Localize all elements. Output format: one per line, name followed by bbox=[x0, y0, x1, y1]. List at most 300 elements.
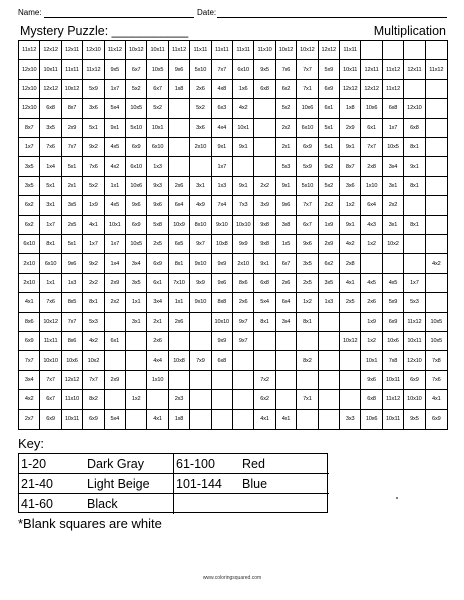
grid-cell[interactable]: 9x10 bbox=[190, 254, 211, 273]
grid-cell[interactable]: 6x9 bbox=[319, 80, 340, 99]
grid-cell[interactable] bbox=[426, 216, 447, 235]
grid-cell[interactable]: 6x2 bbox=[276, 80, 297, 99]
grid-cell[interactable]: 3x5 bbox=[19, 157, 40, 176]
grid-cell[interactable] bbox=[190, 390, 211, 409]
grid-cell[interactable] bbox=[426, 41, 447, 60]
grid-cell[interactable]: 10x2 bbox=[83, 351, 104, 370]
grid-cell[interactable]: 6x7 bbox=[297, 216, 318, 235]
grid-cell[interactable]: 9x6 bbox=[297, 235, 318, 254]
grid-cell[interactable]: 2x2 bbox=[254, 177, 275, 196]
grid-cell[interactable]: 10x5 bbox=[383, 138, 404, 157]
grid-cell[interactable]: 8x6 bbox=[62, 332, 83, 351]
grid-cell[interactable]: 6x5 bbox=[169, 235, 190, 254]
grid-cell[interactable]: 6x4 bbox=[169, 196, 190, 215]
grid-cell[interactable]: 11x12 bbox=[105, 41, 126, 60]
grid-cell[interactable]: 4x2 bbox=[83, 332, 104, 351]
grid-cell[interactable]: 3x4 bbox=[276, 313, 297, 332]
grid-cell[interactable] bbox=[340, 390, 361, 409]
grid-cell[interactable]: 6x10 bbox=[40, 254, 61, 273]
grid-cell[interactable]: 3x1 bbox=[40, 196, 61, 215]
grid-cell[interactable] bbox=[169, 371, 190, 390]
grid-cell[interactable]: 7x7 bbox=[297, 60, 318, 79]
grid-cell[interactable]: 8x1 bbox=[254, 313, 275, 332]
grid-cell[interactable]: 5x10 bbox=[190, 60, 211, 79]
grid-cell[interactable]: 9x1 bbox=[276, 177, 297, 196]
grid-cell[interactable] bbox=[190, 157, 211, 176]
grid-cell[interactable]: 2x9 bbox=[62, 119, 83, 138]
grid-cell[interactable] bbox=[383, 41, 404, 60]
grid-cell[interactable]: 6x4 bbox=[276, 293, 297, 312]
grid-cell[interactable]: 2x2 bbox=[383, 196, 404, 215]
grid-cell[interactable]: 9x6 bbox=[212, 274, 233, 293]
grid-cell[interactable] bbox=[426, 157, 447, 176]
grid-cell[interactable]: 8x10 bbox=[190, 216, 211, 235]
grid-cell[interactable]: 2x6 bbox=[169, 177, 190, 196]
date-field-line[interactable] bbox=[217, 17, 447, 18]
grid-cell[interactable]: 10x11 bbox=[404, 332, 425, 351]
grid-cell[interactable]: 11x11 bbox=[340, 41, 361, 60]
grid-cell[interactable]: 10x8 bbox=[212, 235, 233, 254]
grid-cell[interactable]: 4x3 bbox=[361, 216, 382, 235]
grid-cell[interactable]: 2x8 bbox=[361, 157, 382, 176]
grid-cell[interactable]: 2x1 bbox=[62, 177, 83, 196]
grid-cell[interactable] bbox=[426, 99, 447, 118]
grid-cell[interactable]: 10x6 bbox=[361, 99, 382, 118]
grid-cell[interactable]: 5x3 bbox=[83, 313, 104, 332]
name-field-line[interactable] bbox=[44, 17, 194, 18]
grid-cell[interactable]: 9x5 bbox=[105, 60, 126, 79]
grid-cell[interactable]: 7x1 bbox=[297, 80, 318, 99]
grid-cell[interactable]: 10x6 bbox=[361, 410, 382, 429]
grid-cell[interactable]: 6x1 bbox=[319, 99, 340, 118]
grid-cell[interactable]: 1x9 bbox=[83, 196, 104, 215]
grid-cell[interactable]: 1x7 bbox=[40, 216, 61, 235]
grid-cell[interactable]: 8x7 bbox=[19, 119, 40, 138]
grid-cell[interactable]: 9x1 bbox=[404, 157, 425, 176]
grid-cell[interactable]: 8x7 bbox=[62, 99, 83, 118]
grid-cell[interactable]: 2x10 bbox=[190, 138, 211, 157]
grid-cell[interactable]: 2x10 bbox=[19, 254, 40, 273]
grid-cell[interactable]: 6x7 bbox=[126, 60, 147, 79]
grid-cell[interactable]: 2x2 bbox=[276, 119, 297, 138]
grid-cell[interactable]: 11x12 bbox=[383, 60, 404, 79]
grid-cell[interactable]: 1x10 bbox=[147, 371, 168, 390]
grid-cell[interactable]: 7x6 bbox=[83, 157, 104, 176]
grid-cell[interactable]: 10x6 bbox=[126, 177, 147, 196]
grid-cell[interactable]: 12x11 bbox=[62, 41, 83, 60]
grid-cell[interactable]: 2x6 bbox=[233, 293, 254, 312]
grid-cell[interactable]: 9x5 bbox=[404, 410, 425, 429]
grid-cell[interactable] bbox=[169, 138, 190, 157]
grid-cell[interactable]: 9x7 bbox=[190, 235, 211, 254]
grid-cell[interactable]: 10x1 bbox=[105, 216, 126, 235]
grid-cell[interactable] bbox=[340, 313, 361, 332]
grid-cell[interactable]: 2x9 bbox=[319, 235, 340, 254]
grid-cell[interactable]: 10x11 bbox=[383, 371, 404, 390]
grid-cell[interactable] bbox=[233, 410, 254, 429]
grid-cell[interactable]: 5x4 bbox=[105, 410, 126, 429]
grid-cell[interactable]: 10x10 bbox=[212, 313, 233, 332]
grid-cell[interactable]: 12x10 bbox=[83, 41, 104, 60]
grid-cell[interactable]: 3x1 bbox=[383, 177, 404, 196]
grid-cell[interactable]: 1x3 bbox=[319, 293, 340, 312]
grid-cell[interactable]: 10x5 bbox=[426, 313, 447, 332]
grid-cell[interactable] bbox=[169, 119, 190, 138]
grid-cell[interactable]: 6x8 bbox=[361, 390, 382, 409]
grid-cell[interactable]: 12x12 bbox=[361, 80, 382, 99]
grid-cell[interactable]: 1x4 bbox=[105, 254, 126, 273]
grid-cell[interactable] bbox=[190, 332, 211, 351]
grid-cell[interactable]: 7x8 bbox=[383, 351, 404, 370]
grid-cell[interactable] bbox=[254, 138, 275, 157]
grid-cell[interactable]: 1x9 bbox=[361, 313, 382, 332]
grid-cell[interactable]: 5x1 bbox=[62, 157, 83, 176]
grid-cell[interactable]: 1x7 bbox=[212, 157, 233, 176]
grid-cell[interactable]: 9x1 bbox=[105, 119, 126, 138]
grid-cell[interactable]: 10x12 bbox=[297, 41, 318, 60]
grid-cell[interactable]: 7x3 bbox=[233, 196, 254, 215]
grid-cell[interactable]: 6x10 bbox=[19, 235, 40, 254]
grid-cell[interactable]: 7x6 bbox=[276, 60, 297, 79]
grid-cell[interactable]: 12x11 bbox=[404, 60, 425, 79]
grid-cell[interactable]: 2x10 bbox=[19, 274, 40, 293]
grid-cell[interactable] bbox=[426, 138, 447, 157]
grid-cell[interactable]: 6x1 bbox=[105, 332, 126, 351]
grid-cell[interactable]: 10x11 bbox=[383, 410, 404, 429]
grid-cell[interactable]: 4x8 bbox=[212, 80, 233, 99]
grid-cell[interactable]: 2x2 bbox=[319, 196, 340, 215]
grid-cell[interactable] bbox=[404, 196, 425, 215]
grid-cell[interactable]: 12x12 bbox=[319, 41, 340, 60]
grid-cell[interactable]: 7x6 bbox=[40, 293, 61, 312]
grid-cell[interactable]: 1x7 bbox=[19, 138, 40, 157]
grid-cell[interactable] bbox=[426, 119, 447, 138]
grid-cell[interactable]: 1x10 bbox=[361, 177, 382, 196]
grid-cell[interactable] bbox=[276, 371, 297, 390]
grid-cell[interactable] bbox=[319, 371, 340, 390]
grid-cell[interactable]: 11x10 bbox=[62, 390, 83, 409]
grid-cell[interactable] bbox=[190, 313, 211, 332]
grid-cell[interactable]: 9x2 bbox=[319, 157, 340, 176]
grid-cell[interactable]: 8x7 bbox=[340, 157, 361, 176]
grid-cell[interactable]: 1x1 bbox=[169, 293, 190, 312]
grid-cell[interactable]: 10x1 bbox=[361, 351, 382, 370]
grid-cell[interactable]: 3x5 bbox=[297, 254, 318, 273]
grid-cell[interactable] bbox=[361, 254, 382, 273]
grid-cell[interactable]: 11x12 bbox=[426, 60, 447, 79]
grid-cell[interactable]: 10x5 bbox=[147, 60, 168, 79]
grid-cell[interactable]: 1x7 bbox=[105, 80, 126, 99]
grid-cell[interactable]: 9x5 bbox=[254, 60, 275, 79]
grid-cell[interactable]: 10x12 bbox=[276, 41, 297, 60]
grid-cell[interactable]: 5x9 bbox=[83, 80, 104, 99]
grid-cell[interactable]: 3x5 bbox=[19, 177, 40, 196]
grid-cell[interactable] bbox=[297, 410, 318, 429]
grid-cell[interactable]: 4x2 bbox=[105, 157, 126, 176]
grid-cell[interactable]: 1x7 bbox=[83, 235, 104, 254]
grid-cell[interactable]: 9x8 bbox=[254, 216, 275, 235]
grid-cell[interactable]: 11x11 bbox=[40, 332, 61, 351]
grid-cell[interactable]: 4x1 bbox=[340, 274, 361, 293]
grid-cell[interactable]: 10x10 bbox=[40, 351, 61, 370]
grid-cell[interactable]: 8x1 bbox=[169, 254, 190, 273]
grid-cell[interactable]: 4x1 bbox=[19, 293, 40, 312]
grid-cell[interactable]: 8x8 bbox=[212, 293, 233, 312]
grid-cell[interactable]: 2x9 bbox=[105, 274, 126, 293]
grid-cell[interactable]: 12x12 bbox=[340, 80, 361, 99]
grid-cell[interactable] bbox=[254, 119, 275, 138]
grid-cell[interactable]: 6x9 bbox=[147, 254, 168, 273]
grid-cell[interactable]: 11x12 bbox=[383, 80, 404, 99]
grid-cell[interactable]: 5x3 bbox=[404, 293, 425, 312]
grid-cell[interactable]: 7x1 bbox=[297, 390, 318, 409]
grid-cell[interactable]: 3x5 bbox=[126, 274, 147, 293]
grid-cell[interactable]: 5x1 bbox=[319, 138, 340, 157]
grid-cell[interactable]: 1x7 bbox=[105, 235, 126, 254]
grid-cell[interactable]: 6x1 bbox=[147, 274, 168, 293]
grid-cell[interactable]: 7x9 bbox=[190, 351, 211, 370]
grid-cell[interactable]: 6x7 bbox=[147, 80, 168, 99]
grid-cell[interactable] bbox=[297, 371, 318, 390]
grid-cell[interactable]: 5x2 bbox=[147, 99, 168, 118]
grid-cell[interactable]: 6x7 bbox=[40, 390, 61, 409]
grid-cell[interactable]: 5x10 bbox=[297, 177, 318, 196]
grid-cell[interactable]: 5x4 bbox=[105, 99, 126, 118]
grid-cell[interactable]: 3x8 bbox=[276, 216, 297, 235]
grid-cell[interactable]: 9x9 bbox=[233, 235, 254, 254]
grid-cell[interactable]: 6x3 bbox=[212, 99, 233, 118]
grid-cell[interactable]: 3x5 bbox=[62, 196, 83, 215]
grid-cell[interactable] bbox=[319, 390, 340, 409]
grid-cell[interactable] bbox=[276, 332, 297, 351]
grid-cell[interactable]: 6x10 bbox=[147, 138, 168, 157]
grid-cell[interactable]: 8x1 bbox=[404, 138, 425, 157]
grid-cell[interactable]: 7x7 bbox=[62, 313, 83, 332]
grid-cell[interactable]: 5x2 bbox=[126, 80, 147, 99]
grid-cell[interactable]: 6x8 bbox=[254, 80, 275, 99]
grid-cell[interactable] bbox=[233, 157, 254, 176]
grid-cell[interactable]: 4x5 bbox=[105, 196, 126, 215]
grid-cell[interactable] bbox=[169, 332, 190, 351]
grid-cell[interactable] bbox=[254, 351, 275, 370]
grid-cell[interactable]: 11x10 bbox=[254, 41, 275, 60]
grid-cell[interactable]: 2x9 bbox=[105, 371, 126, 390]
grid-cell[interactable] bbox=[212, 390, 233, 409]
grid-cell[interactable]: 12x12 bbox=[40, 80, 61, 99]
grid-cell[interactable]: 6x9 bbox=[83, 410, 104, 429]
grid-cell[interactable]: 7x7 bbox=[62, 138, 83, 157]
grid-cell[interactable]: 12x10 bbox=[404, 351, 425, 370]
grid-cell[interactable]: 10x6 bbox=[297, 99, 318, 118]
grid-cell[interactable]: 2x5 bbox=[62, 216, 83, 235]
grid-cell[interactable] bbox=[426, 274, 447, 293]
grid-cell[interactable]: 6x9 bbox=[40, 410, 61, 429]
grid-cell[interactable]: 10x2 bbox=[383, 235, 404, 254]
grid-cell[interactable]: 7x7 bbox=[19, 351, 40, 370]
grid-cell[interactable] bbox=[126, 351, 147, 370]
grid-cell[interactable]: 10x11 bbox=[147, 41, 168, 60]
grid-cell[interactable]: 10x1 bbox=[233, 119, 254, 138]
grid-cell[interactable]: 6x9 bbox=[297, 138, 318, 157]
grid-cell[interactable]: 5x9 bbox=[319, 60, 340, 79]
grid-cell[interactable]: 11x11 bbox=[190, 41, 211, 60]
grid-cell[interactable]: 5x1 bbox=[319, 119, 340, 138]
grid-cell[interactable]: 1x6 bbox=[233, 80, 254, 99]
grid-cell[interactable]: 2x1 bbox=[276, 138, 297, 157]
grid-cell[interactable]: 6x9 bbox=[404, 371, 425, 390]
grid-cell[interactable]: 8x1 bbox=[83, 293, 104, 312]
grid-cell[interactable]: 4x5 bbox=[105, 138, 126, 157]
grid-cell[interactable]: 1x5 bbox=[276, 235, 297, 254]
grid-cell[interactable] bbox=[169, 157, 190, 176]
grid-cell[interactable] bbox=[404, 235, 425, 254]
grid-cell[interactable] bbox=[105, 390, 126, 409]
grid-cell[interactable]: 4x1 bbox=[276, 410, 297, 429]
grid-cell[interactable] bbox=[276, 390, 297, 409]
grid-cell[interactable] bbox=[340, 351, 361, 370]
grid-cell[interactable] bbox=[426, 235, 447, 254]
grid-cell[interactable] bbox=[319, 313, 340, 332]
grid-cell[interactable]: 2x5 bbox=[147, 235, 168, 254]
grid-cell[interactable]: 3x4 bbox=[383, 157, 404, 176]
grid-cell[interactable]: 4x2 bbox=[233, 99, 254, 118]
grid-cell[interactable]: 8x2 bbox=[297, 351, 318, 370]
grid-cell[interactable]: 5x8 bbox=[147, 216, 168, 235]
grid-cell[interactable] bbox=[319, 410, 340, 429]
grid-cell[interactable]: 9x6 bbox=[62, 254, 83, 273]
grid-cell[interactable] bbox=[404, 41, 425, 60]
grid-cell[interactable]: 10x12 bbox=[126, 41, 147, 60]
grid-cell[interactable]: 12x10 bbox=[19, 60, 40, 79]
grid-cell[interactable]: 4x1 bbox=[426, 390, 447, 409]
grid-cell[interactable]: 11x11 bbox=[212, 41, 233, 60]
grid-cell[interactable]: 2x6 bbox=[190, 80, 211, 99]
grid-cell[interactable]: 11x12 bbox=[19, 41, 40, 60]
grid-cell[interactable]: 3x4 bbox=[19, 371, 40, 390]
grid-cell[interactable] bbox=[105, 313, 126, 332]
grid-cell[interactable]: 3x6 bbox=[83, 99, 104, 118]
grid-cell[interactable]: 3x5 bbox=[319, 274, 340, 293]
grid-cell[interactable]: 12x10 bbox=[404, 99, 425, 118]
grid-cell[interactable]: 6x8 bbox=[212, 351, 233, 370]
grid-cell[interactable]: 10x10 bbox=[404, 390, 425, 409]
grid-cell[interactable]: 1x8 bbox=[169, 410, 190, 429]
grid-cell[interactable]: 2x7 bbox=[19, 410, 40, 429]
grid-cell[interactable]: 8x5 bbox=[62, 293, 83, 312]
grid-cell[interactable]: 2x10 bbox=[233, 254, 254, 273]
grid-cell[interactable]: 4x1 bbox=[147, 410, 168, 429]
grid-cell[interactable]: 9x6 bbox=[276, 196, 297, 215]
grid-cell[interactable]: 10x1 bbox=[147, 119, 168, 138]
grid-cell[interactable] bbox=[340, 371, 361, 390]
grid-cell[interactable]: 6x8 bbox=[40, 99, 61, 118]
grid-cell[interactable]: 4x2 bbox=[426, 254, 447, 273]
grid-cell[interactable]: 8x1 bbox=[404, 216, 425, 235]
grid-cell[interactable]: 2x5 bbox=[297, 274, 318, 293]
grid-cell[interactable]: 3x3 bbox=[340, 410, 361, 429]
grid-cell[interactable]: 6x8 bbox=[254, 274, 275, 293]
grid-cell[interactable]: 7x8 bbox=[426, 351, 447, 370]
grid-cell[interactable]: 11x12 bbox=[404, 313, 425, 332]
grid-cell[interactable]: 3x5 bbox=[40, 119, 61, 138]
grid-cell[interactable]: 7x2 bbox=[254, 371, 275, 390]
grid-cell[interactable] bbox=[426, 80, 447, 99]
grid-cell[interactable]: 2x2 bbox=[105, 293, 126, 312]
grid-cell[interactable]: 2x9 bbox=[340, 119, 361, 138]
grid-cell[interactable]: 2x5 bbox=[340, 293, 361, 312]
grid-cell[interactable]: 5x2 bbox=[190, 99, 211, 118]
grid-cell[interactable]: 5x1 bbox=[40, 177, 61, 196]
grid-cell[interactable]: 6x9 bbox=[126, 216, 147, 235]
grid-cell[interactable] bbox=[190, 410, 211, 429]
grid-cell[interactable]: 10x12 bbox=[340, 332, 361, 351]
grid-cell[interactable]: 8x1 bbox=[404, 177, 425, 196]
grid-cell[interactable]: 2x6 bbox=[169, 313, 190, 332]
grid-cell[interactable]: 10x5 bbox=[126, 99, 147, 118]
grid-cell[interactable]: 6x10 bbox=[297, 119, 318, 138]
grid-cell[interactable]: 5x2 bbox=[276, 99, 297, 118]
grid-cell[interactable]: 6x9 bbox=[126, 138, 147, 157]
grid-cell[interactable]: 7x7 bbox=[212, 60, 233, 79]
grid-cell[interactable]: 9x10 bbox=[190, 293, 211, 312]
grid-cell[interactable]: 11x12 bbox=[383, 390, 404, 409]
grid-cell[interactable] bbox=[147, 390, 168, 409]
grid-cell[interactable] bbox=[426, 196, 447, 215]
grid-cell[interactable]: 2x2 bbox=[83, 274, 104, 293]
grid-cell[interactable]: 10x5 bbox=[126, 235, 147, 254]
grid-cell[interactable]: 4x1 bbox=[254, 410, 275, 429]
grid-cell[interactable]: 6x2 bbox=[19, 216, 40, 235]
grid-cell[interactable]: 2x3 bbox=[169, 390, 190, 409]
grid-cell[interactable]: 1x7 bbox=[404, 274, 425, 293]
grid-cell[interactable] bbox=[233, 351, 254, 370]
grid-cell[interactable]: 1x8 bbox=[169, 80, 190, 99]
grid-cell[interactable]: 1x2 bbox=[361, 235, 382, 254]
grid-cell[interactable]: 2x6 bbox=[147, 332, 168, 351]
grid-cell[interactable]: 4x5 bbox=[361, 274, 382, 293]
grid-cell[interactable]: 8x1 bbox=[40, 235, 61, 254]
grid-cell[interactable]: 1x2 bbox=[361, 332, 382, 351]
grid-cell[interactable]: 1x3 bbox=[62, 274, 83, 293]
grid-cell[interactable]: 7x7 bbox=[297, 196, 318, 215]
grid-cell[interactable]: 3x6 bbox=[340, 177, 361, 196]
grid-cell[interactable]: 9x1 bbox=[233, 138, 254, 157]
grid-cell[interactable]: 9x7 bbox=[233, 332, 254, 351]
grid-cell[interactable] bbox=[126, 332, 147, 351]
grid-cell[interactable]: 5x2 bbox=[319, 177, 340, 196]
grid-cell[interactable]: 6x1 bbox=[361, 119, 382, 138]
grid-cell[interactable]: 10x11 bbox=[40, 60, 61, 79]
grid-cell[interactable]: 1x8 bbox=[340, 99, 361, 118]
grid-cell[interactable]: 4x4 bbox=[212, 119, 233, 138]
grid-cell[interactable]: 9x6 bbox=[147, 196, 168, 215]
grid-cell[interactable]: 10x11 bbox=[340, 60, 361, 79]
grid-cell[interactable]: 7x4 bbox=[212, 196, 233, 215]
grid-cell[interactable]: 1x1 bbox=[126, 293, 147, 312]
grid-cell[interactable]: 10x12 bbox=[62, 80, 83, 99]
grid-cell[interactable]: 1x9 bbox=[319, 216, 340, 235]
grid-cell[interactable] bbox=[233, 371, 254, 390]
grid-cell[interactable]: 5x4 bbox=[254, 293, 275, 312]
grid-cell[interactable]: 12x12 bbox=[40, 41, 61, 60]
grid-cell[interactable] bbox=[254, 157, 275, 176]
grid-cell[interactable]: 11x11 bbox=[233, 41, 254, 60]
grid-cell[interactable]: 10x9 bbox=[169, 216, 190, 235]
grid-cell[interactable]: 6x8 bbox=[383, 99, 404, 118]
grid-cell[interactable]: 5x10 bbox=[126, 119, 147, 138]
grid-cell[interactable]: 9x1 bbox=[254, 254, 275, 273]
grid-cell[interactable]: 4x1 bbox=[83, 216, 104, 235]
